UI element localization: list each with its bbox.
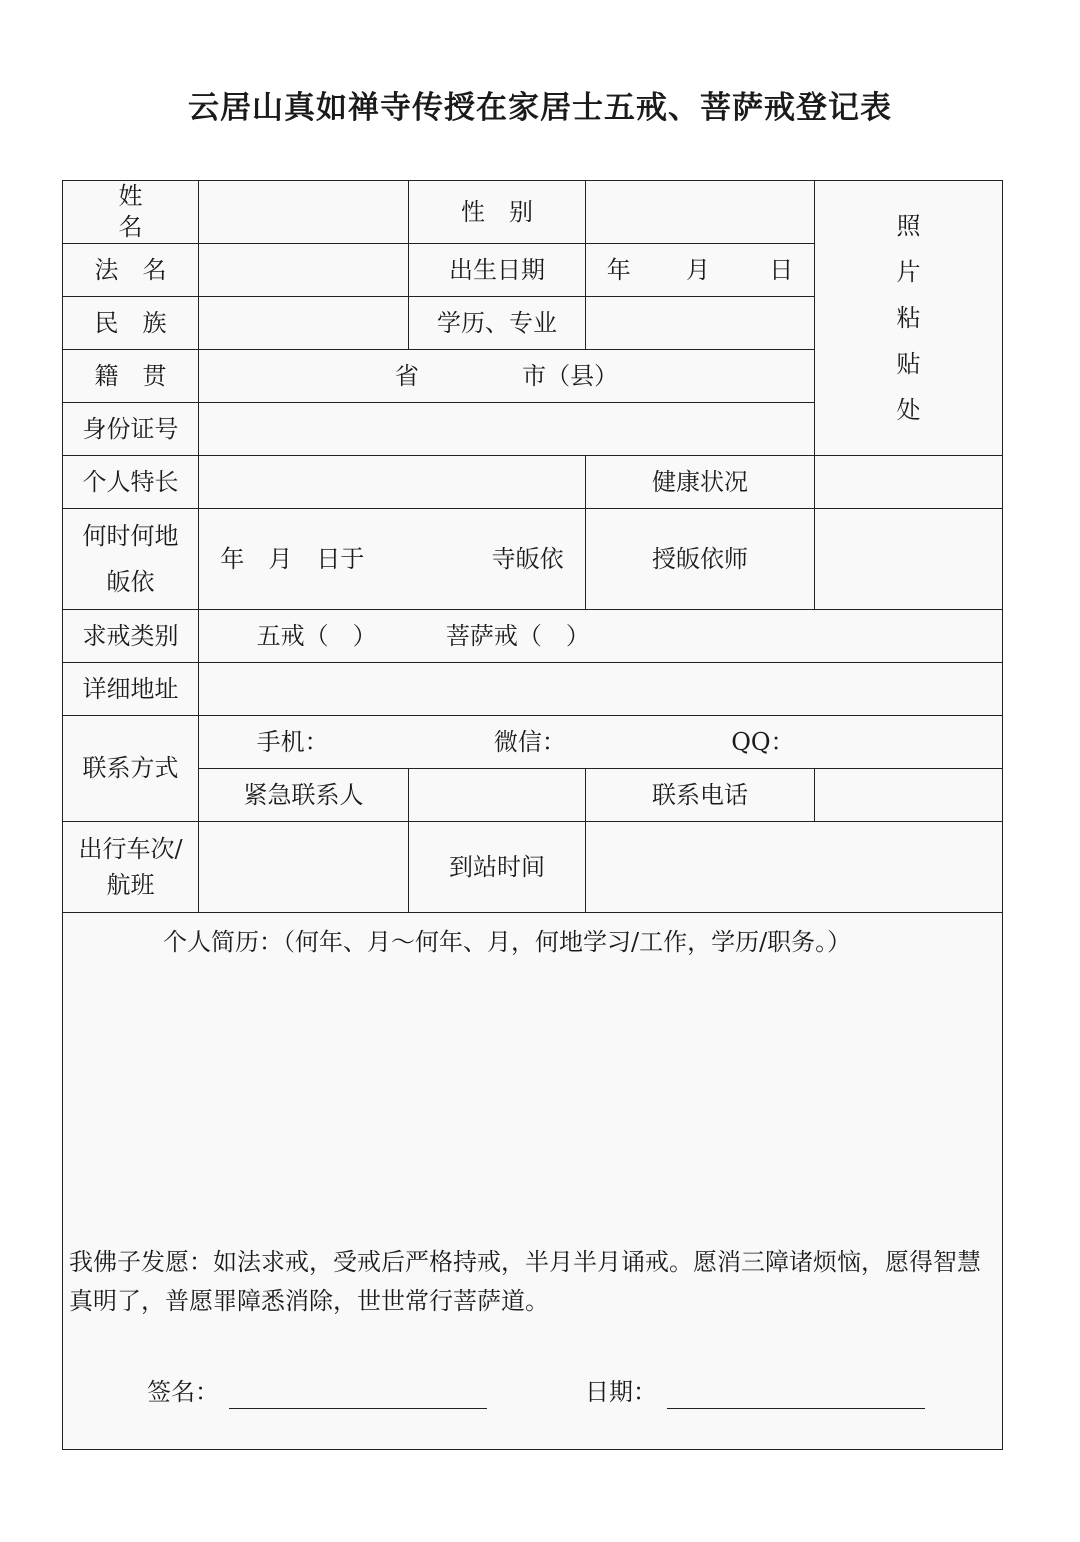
- refuge-temple-unit: 寺皈依: [491, 544, 564, 573]
- label-specialty: 个人特长: [63, 456, 199, 509]
- field-emergency-contact[interactable]: [409, 769, 586, 822]
- birth-day-unit: 日: [769, 255, 794, 284]
- field-contact-phone[interactable]: [815, 769, 1003, 822]
- label-name: 姓 名: [63, 181, 199, 244]
- registration-form: [62, 180, 1003, 1450]
- label-address: 详细地址: [63, 663, 199, 716]
- label-refuge-teacher: 授皈依师: [586, 509, 815, 610]
- field-travel[interactable]: [199, 822, 409, 913]
- field-address[interactable]: [199, 663, 1003, 716]
- field-health[interactable]: [815, 456, 1003, 509]
- label-travel-line1: 出行车次/: [78, 835, 183, 864]
- photo-area[interactable]: [815, 181, 1003, 456]
- field-gender[interactable]: [586, 181, 815, 244]
- wechat-label: 微信：: [493, 727, 566, 756]
- birth-year-unit: 年: [606, 255, 631, 284]
- field-refuge-teacher[interactable]: [815, 509, 1003, 610]
- label-dharma-name: 法 名: [63, 244, 199, 297]
- signature-label: 签名：: [147, 1378, 219, 1407]
- label-refuge-line2: 皈依: [106, 568, 155, 597]
- label-arrival-time: 到站时间: [409, 822, 586, 913]
- birth-month-unit: 月: [686, 255, 710, 284]
- qq-label: QQ：: [731, 727, 795, 756]
- label-emergency-contact: 紧急联系人: [199, 769, 409, 822]
- province-unit: 省: [394, 361, 419, 390]
- label-gender: 性 别: [409, 181, 586, 244]
- label-refuge-line1: 何时何地: [82, 522, 179, 551]
- city-unit: 市（县）: [522, 361, 619, 390]
- resume-header: 个人简历：（何年、月～何年、月，何地学习/工作，学历/职务。）: [163, 928, 852, 957]
- field-refuge[interactable]: [199, 509, 586, 610]
- label-precept-type: 求戒类别: [63, 610, 199, 663]
- label-refuge: [63, 509, 199, 610]
- form-title: 云居山真如禅寺传授在家居士五戒、菩萨戒登记表: [188, 90, 892, 126]
- label-health: 健康状况: [586, 456, 815, 509]
- option-bodhisattva-precepts[interactable]: 菩萨戒（ ）: [445, 621, 590, 650]
- field-arrival-time[interactable]: [586, 822, 1003, 913]
- label-contact: 联系方式: [63, 716, 199, 822]
- label-travel-line2: 航班: [106, 871, 155, 900]
- field-precept-type: [199, 610, 1003, 663]
- field-specialty[interactable]: [199, 456, 586, 509]
- field-ethnicity[interactable]: [199, 297, 409, 350]
- date-line[interactable]: [667, 1386, 925, 1409]
- vow-text: 我佛子发愿：如法求戒，受戒后严格持戒，半月半月诵戒。愿消三障诸烦恼，愿得智慧真明了，普愿罪障悉消除，世世常行菩萨道。: [69, 1248, 981, 1316]
- label-travel: [63, 822, 199, 913]
- label-native-place: 籍 贯: [63, 350, 199, 403]
- signature-line[interactable]: [229, 1386, 487, 1409]
- field-education[interactable]: [586, 297, 815, 350]
- field-contact-ids[interactable]: [199, 716, 1003, 769]
- field-name[interactable]: [199, 181, 409, 244]
- signature-block: [147, 1377, 487, 1408]
- field-birth-date[interactable]: [586, 244, 815, 297]
- resume-section[interactable]: [63, 913, 1003, 1450]
- field-dharma-name[interactable]: [199, 244, 409, 297]
- label-ethnicity: 民 族: [63, 297, 199, 350]
- label-education: 学历、专业: [409, 297, 586, 350]
- option-five-precepts[interactable]: 五戒（ ）: [256, 621, 377, 650]
- photo-label: 照片粘贴处: [896, 212, 921, 425]
- mobile-label: 手机：: [256, 727, 329, 756]
- date-label: 日期：: [585, 1378, 657, 1407]
- label-birth-date: 出生日期: [409, 244, 586, 297]
- label-id-number: 身份证号: [63, 403, 199, 456]
- field-id-number[interactable]: [199, 403, 815, 456]
- date-block: [585, 1377, 925, 1408]
- refuge-date-units: 年 月 日于: [220, 544, 365, 573]
- label-contact-phone: 联系电话: [586, 769, 815, 822]
- field-native-place[interactable]: [199, 350, 815, 403]
